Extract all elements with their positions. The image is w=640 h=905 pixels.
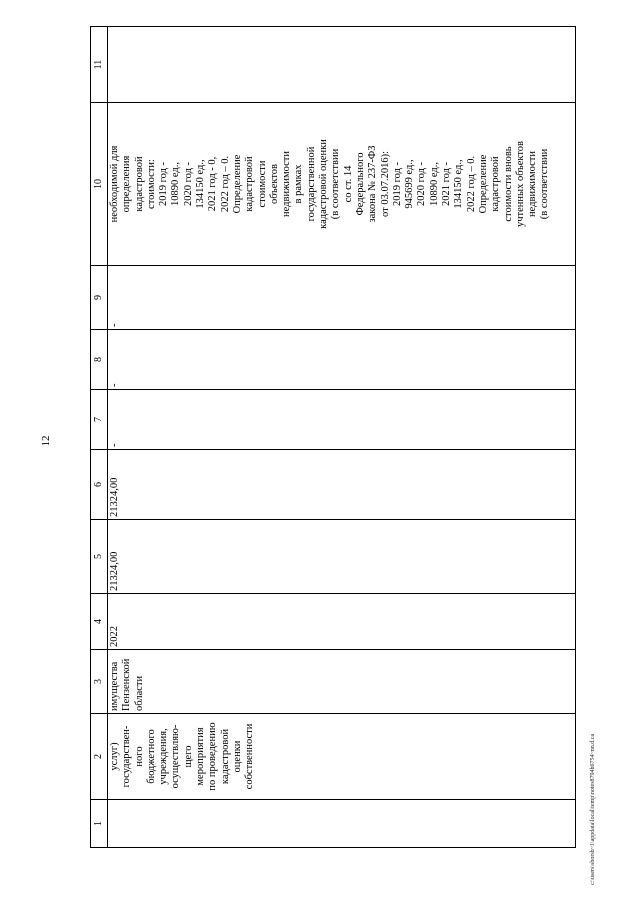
header-col-5: 5: [91, 520, 108, 594]
cell-col-7: -: [108, 390, 576, 450]
header-col-3: 3: [91, 650, 108, 714]
cell-indicators: необходимой для определения кадастровой стоимости: 2019 год - 10890 ед., 2020 год - 134150 ед., 2021 год - 0, 2022 год – 0. Определение кадастровой стоимости объектов недвижимости в рамках государственной кадастровой оценки (в соответствии со ст. 14 Федерального закона № 237-ФЗ от 03.07.2016): 2019 год - 945699 ед., 2020 год - 10890 ед., 2021 год - 134150 ед., 2022 год – 0. Определение кадастровой стоимости вновь учтенных объектов недвижимости (в соответствии: [108, 103, 576, 266]
cell-amount-regional: 21324,00: [108, 450, 576, 520]
cell-col-9: -: [108, 266, 576, 330]
header-col-2: 2: [91, 714, 108, 800]
header-col-8: 8: [91, 330, 108, 390]
cell-amount-total: 21324,00: [108, 520, 576, 594]
cell-number: [108, 800, 576, 848]
data-table: [90, 26, 576, 848]
cell-year: 2022: [108, 594, 576, 650]
footer-file-path: c:\users\sborsh~1\appdata\local\temp\notes8794h6754~nn.d.ca: [590, 733, 596, 885]
cell-col-11: [108, 27, 576, 103]
page-number: 12: [40, 435, 52, 447]
header-col-10: 10: [91, 103, 108, 266]
header-row: [91, 27, 108, 848]
header-col-7: 7: [91, 390, 108, 450]
table-row: [108, 27, 576, 848]
cell-property: имущества Пензенской области: [108, 650, 576, 714]
cell-col-8: -: [108, 330, 576, 390]
header-col-11: 11: [91, 27, 108, 103]
header-col-1: 1: [91, 800, 108, 848]
header-col-4: 4: [91, 594, 108, 650]
cell-organization: услуг) государствен- ного бюджетного учреждения, осуществляю- щего мероприятия по проведению кадастровой оценки собственности: [108, 714, 576, 800]
table-container: [90, 27, 576, 848]
header-col-9: 9: [91, 266, 108, 330]
header-col-6: 6: [91, 450, 108, 520]
